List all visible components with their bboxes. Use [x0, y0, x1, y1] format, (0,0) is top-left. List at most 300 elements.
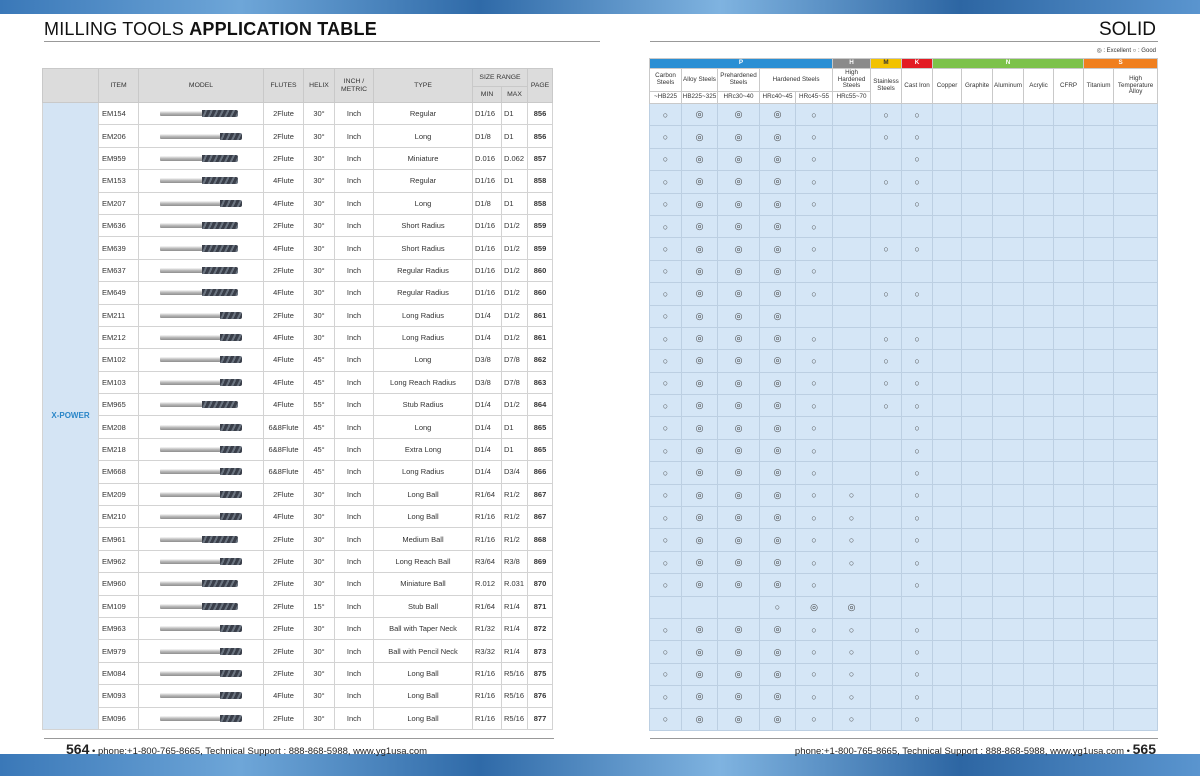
unit-cell: Inch	[335, 394, 374, 416]
rating-cell: ○	[650, 327, 682, 349]
helix-cell: 45°	[304, 349, 335, 371]
rating-cell	[1024, 238, 1054, 260]
table-row	[43, 550, 553, 572]
rating-cell	[933, 417, 962, 439]
rating-cell: ○	[796, 238, 833, 260]
model-image	[139, 685, 264, 707]
rating-cell	[1114, 417, 1158, 439]
size-min-cell: D.016	[473, 147, 502, 169]
rating-cell	[1054, 148, 1084, 170]
group-n: N	[933, 59, 1084, 69]
rating-cell	[1054, 462, 1084, 484]
page-cell: 868	[528, 528, 553, 550]
size-max-cell: R5/16	[502, 662, 528, 684]
rating-cell	[993, 663, 1024, 685]
rating-row	[650, 372, 1158, 394]
size-max-cell: D1/2	[502, 304, 528, 326]
rating-cell	[902, 260, 933, 282]
rating-cell	[933, 395, 962, 417]
rating-cell	[871, 215, 902, 237]
end-mill-icon	[160, 625, 242, 632]
rating-cell: ◎	[718, 574, 760, 596]
rating-cell: ○	[650, 171, 682, 193]
size-max-cell: R1/2	[502, 506, 528, 528]
rating-cell	[933, 641, 962, 663]
rating-cell: ○	[796, 260, 833, 282]
rating-cell	[1054, 439, 1084, 461]
rating-cell	[1114, 484, 1158, 506]
model-image	[139, 416, 264, 438]
model-image	[139, 192, 264, 214]
flutes-cell: 2Flute	[264, 573, 304, 595]
model-image	[139, 640, 264, 662]
rating-cell: ○	[902, 327, 933, 349]
model-image	[139, 214, 264, 236]
rating-cell	[1024, 641, 1054, 663]
group-h: H	[833, 59, 871, 69]
page-cell: 865	[528, 438, 553, 460]
rating-cell	[1054, 551, 1084, 573]
rating-cell	[933, 126, 962, 148]
rating-cell	[933, 596, 962, 618]
model-image	[139, 259, 264, 281]
flutes-cell: 4Flute	[264, 170, 304, 192]
unit-cell: Inch	[335, 438, 374, 460]
rating-cell	[1054, 238, 1084, 260]
rating-cell	[1114, 462, 1158, 484]
helix-cell: 45°	[304, 371, 335, 393]
title-bold: APPLICATION TABLE	[189, 19, 377, 39]
type-cell: Long	[374, 125, 473, 147]
rating-cell: ◎	[760, 462, 796, 484]
rating-cell: ○	[650, 283, 682, 305]
helix-cell: 30°	[304, 214, 335, 236]
rating-cell	[962, 260, 993, 282]
size-min-cell: R3/32	[473, 640, 502, 662]
page-cell: 862	[528, 349, 553, 371]
size-max-cell: R1/2	[502, 483, 528, 505]
end-mill-icon	[160, 245, 242, 252]
rating-cell	[1024, 260, 1054, 282]
bottom-decorative-band	[0, 754, 1200, 776]
rating-cell	[833, 439, 871, 461]
rating-cell: ◎	[760, 708, 796, 730]
item-code: EM965	[99, 394, 139, 416]
size-min-cell: D1/16	[473, 214, 502, 236]
rating-cell	[1084, 238, 1114, 260]
rating-cell	[1114, 260, 1158, 282]
type-cell: Long Ball	[374, 506, 473, 528]
unit-cell: Inch	[335, 371, 374, 393]
page-cell: 861	[528, 304, 553, 326]
type-cell: Long	[374, 192, 473, 214]
rating-cell	[1054, 305, 1084, 327]
rating-row	[650, 305, 1158, 327]
rating-cell	[993, 327, 1024, 349]
rating-cell: ◎	[760, 350, 796, 372]
rating-cell	[962, 126, 993, 148]
rating-cell: ○	[796, 350, 833, 372]
page-cell: 859	[528, 237, 553, 259]
page-title	[44, 19, 377, 40]
rating-cell: ◎	[718, 417, 760, 439]
end-mill-icon	[160, 692, 242, 699]
rating-cell	[1084, 372, 1114, 394]
rating-cell	[1054, 507, 1084, 529]
rating-cell: ○	[650, 439, 682, 461]
rating-cell: ○	[833, 551, 871, 573]
rating-cell	[1054, 260, 1084, 282]
rating-cell	[1024, 148, 1054, 170]
page-cell: 858	[528, 170, 553, 192]
rating-cell: ◎	[682, 126, 718, 148]
rating-cell	[1114, 708, 1158, 730]
rating-cell: ◎	[760, 215, 796, 237]
model-image	[139, 326, 264, 348]
rating-cell	[993, 462, 1024, 484]
rating-cell: ◎	[718, 641, 760, 663]
rating-cell	[1084, 708, 1114, 730]
unit-cell: Inch	[335, 259, 374, 281]
rating-cell	[833, 574, 871, 596]
rating-cell: ◎	[682, 439, 718, 461]
rating-cell	[1054, 484, 1084, 506]
rating-cell	[871, 574, 902, 596]
col-max: MAX	[502, 87, 528, 103]
model-image	[139, 550, 264, 572]
rating-cell	[1024, 574, 1054, 596]
rating-cell	[1024, 529, 1054, 551]
rating-cell	[871, 529, 902, 551]
rating-row	[650, 238, 1158, 260]
rating-cell	[1054, 574, 1084, 596]
col-min: MIN	[473, 87, 502, 103]
size-min-cell: R1/16	[473, 707, 502, 729]
table-row	[43, 170, 553, 192]
group-m: M	[871, 59, 902, 69]
rating-cell: ◎	[682, 574, 718, 596]
rating-cell	[993, 574, 1024, 596]
rating-cell	[1054, 641, 1084, 663]
rating-cell: ◎	[760, 618, 796, 640]
size-min-cell: D1/16	[473, 282, 502, 304]
unit-cell: Inch	[335, 685, 374, 707]
rating-cell: ◎	[760, 283, 796, 305]
size-max-cell: D1/2	[502, 259, 528, 281]
rating-row	[650, 462, 1158, 484]
rating-cell	[933, 305, 962, 327]
rating-cell: ○	[871, 104, 902, 126]
page-cell: 875	[528, 662, 553, 684]
model-image	[139, 595, 264, 617]
rating-cell: ◎	[760, 126, 796, 148]
rating-cell	[1024, 551, 1054, 573]
flutes-cell: 2Flute	[264, 662, 304, 684]
rating-cell: ○	[902, 618, 933, 640]
rating-cell	[993, 260, 1024, 282]
rating-row	[650, 104, 1158, 126]
rating-cell	[993, 641, 1024, 663]
rating-cell: ○	[833, 641, 871, 663]
flutes-cell: 2Flute	[264, 483, 304, 505]
size-min-cell: D1/8	[473, 125, 502, 147]
rating-cell: ○	[833, 484, 871, 506]
rating-cell: ◎	[718, 395, 760, 417]
size-min-cell: R1/16	[473, 662, 502, 684]
rating-cell	[933, 686, 962, 708]
rating-cell: ○	[871, 327, 902, 349]
rating-cell	[1084, 126, 1114, 148]
rating-cell: ○	[650, 260, 682, 282]
rating-cell	[871, 551, 902, 573]
type-cell: Short Radius	[374, 237, 473, 259]
size-min-cell: D1/4	[473, 416, 502, 438]
size-max-cell: D7/8	[502, 371, 528, 393]
end-mill-icon	[160, 424, 242, 431]
rating-cell	[1024, 507, 1054, 529]
rating-cell: ◎	[718, 238, 760, 260]
rating-cell	[962, 596, 993, 618]
rating-cell: ○	[871, 126, 902, 148]
table-row	[43, 259, 553, 281]
rating-cell	[1054, 708, 1084, 730]
size-min-cell: D1/16	[473, 259, 502, 281]
item-code: EM109	[99, 595, 139, 617]
rating-cell: ○	[650, 507, 682, 529]
rating-cell: ◎	[796, 596, 833, 618]
rating-cell	[902, 596, 933, 618]
rating-cell	[1114, 596, 1158, 618]
rating-cell	[933, 708, 962, 730]
page-cell: 872	[528, 617, 553, 639]
unit-cell: Inch	[335, 304, 374, 326]
end-mill-icon	[160, 603, 242, 610]
flutes-cell: 2Flute	[264, 595, 304, 617]
rating-cell	[993, 350, 1024, 372]
rating-cell	[1114, 171, 1158, 193]
rating-cell: ○	[902, 462, 933, 484]
rating-cell: ◎	[682, 350, 718, 372]
rating-cell	[933, 574, 962, 596]
rating-cell	[871, 305, 902, 327]
size-max-cell: D1/2	[502, 214, 528, 236]
helix-cell: 30°	[304, 326, 335, 348]
mat-graphite: Graphite	[962, 69, 993, 104]
mat-stainless: Stainless Steels	[871, 69, 902, 104]
item-code: EM153	[99, 170, 139, 192]
rating-cell	[871, 484, 902, 506]
rating-cell	[1114, 215, 1158, 237]
rating-cell	[993, 305, 1024, 327]
end-mill-icon	[160, 379, 242, 386]
rating-cell: ○	[650, 305, 682, 327]
size-min-cell: D3/8	[473, 349, 502, 371]
rating-cell	[962, 551, 993, 573]
item-code: EM960	[99, 573, 139, 595]
unit-cell: Inch	[335, 147, 374, 169]
page-cell: 866	[528, 461, 553, 483]
hard-prehard: HRc30~40	[718, 92, 760, 104]
rating-cell	[871, 686, 902, 708]
tool-table	[42, 68, 553, 730]
page-cell: 876	[528, 685, 553, 707]
rating-cell: ◎	[682, 305, 718, 327]
rating-cell	[1054, 529, 1084, 551]
rating-cell: ◎	[718, 350, 760, 372]
helix-cell: 30°	[304, 483, 335, 505]
rating-cell	[962, 215, 993, 237]
table-row	[43, 573, 553, 595]
rating-cell	[1114, 395, 1158, 417]
rating-cell	[962, 148, 993, 170]
table-row	[43, 326, 553, 348]
rating-cell: ◎	[682, 507, 718, 529]
rating-cell: ○	[902, 283, 933, 305]
flutes-cell: 2Flute	[264, 550, 304, 572]
rating-cell: ○	[796, 686, 833, 708]
group-p: P	[650, 59, 833, 69]
end-mill-icon	[160, 110, 242, 117]
rating-cell	[1054, 372, 1084, 394]
rating-cell	[962, 395, 993, 417]
rating-cell	[871, 417, 902, 439]
item-code: EM959	[99, 147, 139, 169]
mat-titanium: Titanium	[1084, 69, 1114, 104]
rating-cell	[962, 350, 993, 372]
rating-cell	[1084, 529, 1114, 551]
mat-prehard: Prehardened Steels	[718, 69, 760, 92]
flutes-cell: 2Flute	[264, 304, 304, 326]
item-code: EM103	[99, 371, 139, 393]
rating-row	[650, 126, 1158, 148]
rating-cell: ○	[871, 350, 902, 372]
rating-cell: ○	[650, 193, 682, 215]
rating-cell	[933, 104, 962, 126]
rating-cell	[993, 395, 1024, 417]
page-cell: 864	[528, 394, 553, 416]
rating-row	[650, 193, 1158, 215]
table-row	[43, 147, 553, 169]
rating-cell	[833, 305, 871, 327]
rating-cell	[1114, 529, 1158, 551]
unit-cell: Inch	[335, 282, 374, 304]
rating-cell: ○	[796, 641, 833, 663]
rating-cell: ○	[796, 551, 833, 573]
rating-cell	[833, 372, 871, 394]
helix-cell: 30°	[304, 125, 335, 147]
rating-cell	[962, 327, 993, 349]
unit-cell: Inch	[335, 640, 374, 662]
rating-cell: ○	[796, 148, 833, 170]
size-max-cell: R.031	[502, 573, 528, 595]
size-max-cell: D1	[502, 438, 528, 460]
rating-cell: ○	[760, 596, 796, 618]
item-code: EM211	[99, 304, 139, 326]
rating-legend: ◎ : Excellent ○ : Good	[1096, 48, 1156, 54]
rating-cell	[933, 618, 962, 640]
rating-cell	[871, 641, 902, 663]
model-image	[139, 237, 264, 259]
rating-cell: ◎	[718, 305, 760, 327]
rating-cell	[933, 327, 962, 349]
rating-cell: ◎	[682, 395, 718, 417]
rating-cell	[1024, 395, 1054, 417]
table-row	[43, 214, 553, 236]
table-row	[43, 506, 553, 528]
contact-text-right: phone:+1-800-765-8665, Technical Support : 888-868-5988, www.yg1usa.com	[794, 746, 1125, 757]
rating-cell: ○	[650, 372, 682, 394]
end-mill-icon	[160, 356, 242, 363]
size-min-cell: R1/16	[473, 685, 502, 707]
rating-cell: ○	[650, 126, 682, 148]
flutes-cell: 2Flute	[264, 707, 304, 729]
rating-cell: ○	[871, 283, 902, 305]
size-max-cell: D1	[502, 125, 528, 147]
type-cell: Long	[374, 349, 473, 371]
rating-cell: ◎	[760, 551, 796, 573]
rating-row	[650, 596, 1158, 618]
rating-cell: ◎	[718, 104, 760, 126]
model-image	[139, 394, 264, 416]
end-mill-icon	[160, 222, 242, 229]
page-cell: 859	[528, 214, 553, 236]
rating-row	[650, 327, 1158, 349]
type-cell: Ball with Pencil Neck	[374, 640, 473, 662]
rating-cell: ○	[796, 104, 833, 126]
rating-cell	[933, 238, 962, 260]
rating-cell	[1024, 171, 1054, 193]
rating-cell	[1114, 305, 1158, 327]
rating-cell	[833, 215, 871, 237]
rating-cell	[1084, 462, 1114, 484]
rating-cell	[871, 193, 902, 215]
rating-cell	[871, 618, 902, 640]
rating-cell	[993, 283, 1024, 305]
top-decorative-band	[0, 0, 1200, 14]
rating-cell: ○	[796, 663, 833, 685]
rating-row	[650, 708, 1158, 730]
rating-row	[650, 641, 1158, 663]
rating-cell	[933, 372, 962, 394]
helix-cell: 30°	[304, 259, 335, 281]
rating-row	[650, 618, 1158, 640]
flutes-cell: 6&8Flute	[264, 461, 304, 483]
rating-row	[650, 395, 1158, 417]
page-cell: 865	[528, 416, 553, 438]
size-min-cell: D3/8	[473, 371, 502, 393]
size-max-cell: R1/4	[502, 617, 528, 639]
rating-cell	[993, 507, 1024, 529]
rating-cell	[1114, 439, 1158, 461]
page-cell: 867	[528, 506, 553, 528]
rating-cell: ◎	[682, 215, 718, 237]
flutes-cell: 6&8Flute	[264, 438, 304, 460]
rating-cell	[1114, 126, 1158, 148]
rating-cell: ○	[902, 193, 933, 215]
rating-cell	[1114, 350, 1158, 372]
rating-cell: ○	[902, 484, 933, 506]
mat-aluminum: Aluminum	[993, 69, 1024, 104]
model-image	[139, 528, 264, 550]
helix-cell: 30°	[304, 192, 335, 214]
rating-cell: ◎	[760, 148, 796, 170]
rating-cell: ○	[650, 484, 682, 506]
rating-cell: ○	[650, 417, 682, 439]
rating-cell	[871, 708, 902, 730]
type-cell: Stub Ball	[374, 595, 473, 617]
rating-cell	[962, 574, 993, 596]
rating-cell	[962, 238, 993, 260]
